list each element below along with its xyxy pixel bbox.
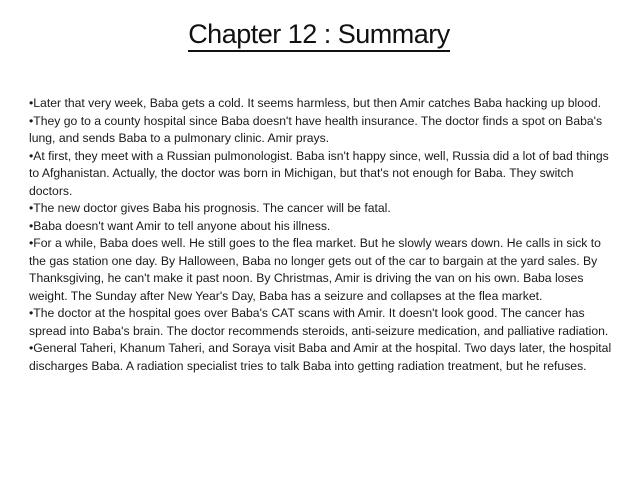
bullet-text: Baba doesn't want Amir to tell anyone about his illness.	[33, 218, 331, 233]
bullet-item	[29, 218, 616, 236]
bullet-item	[29, 95, 616, 113]
page-title	[0, 14, 638, 54]
bullet-icon: •	[29, 236, 34, 250]
bullet-item	[29, 113, 616, 148]
title-text: Chapter 12 : Summary	[188, 19, 450, 52]
bullet-text: The new doctor gives Baba his prognosis. The cancer will be fatal.	[33, 201, 391, 215]
bullet-text: General Taheri, Khanum Taheri, and Soraya visit Baba and Amir at the hospital. Two days later, the hospital discharges Baba. A radiation specialist tries to talk Baba into getting radiation treatment, but he refuses.	[29, 341, 612, 373]
bullet-item	[29, 200, 616, 218]
bullet-item	[29, 305, 616, 340]
bullet-text: They go to a county hospital since Baba doesn't have health insurance. The doctor finds a spot on Baba's lung, and sends Baba to a pulmonary clinic. Amir prays.	[29, 113, 603, 145]
bullet-icon: •	[29, 201, 34, 215]
bullet-text: At first, they meet with a Russian pulmonologist. Baba isn't happy since, well, Russia did a lot of bad things to Afghanistan. Actually, the doctor was born in Michigan, but that's not enough for Baba. They switch doctors.	[29, 148, 609, 198]
bullet-item	[29, 340, 616, 375]
bullet-text: The doctor at the hospital goes over Baba's CAT scans with Amir. It doesn't look good. The cancer has spread into Baba's brain. The doctor recommends steroids, anti-seizure medication, and palliative radiation.	[29, 306, 609, 338]
bullet-text: Later that very week, Baba gets a cold. It seems harmless, but then Amir catches Baba hacking up blood.	[33, 96, 601, 110]
bullet-icon: •	[29, 113, 34, 128]
bullet-icon: •	[29, 306, 34, 320]
bullet-icon: •	[29, 341, 34, 355]
bullet-icon: •	[29, 218, 34, 233]
bullet-text: For a while, Baba does well. He still goes to the flea market. But he slowly wears down. He calls in sick to the gas station one day. By Halloween, Baba no longer gets out of the car to bargain at the yard sales. By Thanksgiving, he can't make it past noon. By Christmas, Amir is driving the van on his own. Baba loses weight. The Sunday after New Year's Day, Baba has a seizure and collapses at the flea market.	[29, 236, 601, 303]
bullet-icon: •	[29, 96, 34, 110]
bullet-item	[29, 148, 616, 201]
bullet-list	[29, 95, 616, 375]
bullet-item	[29, 235, 616, 305]
bullet-icon: •	[29, 148, 34, 163]
